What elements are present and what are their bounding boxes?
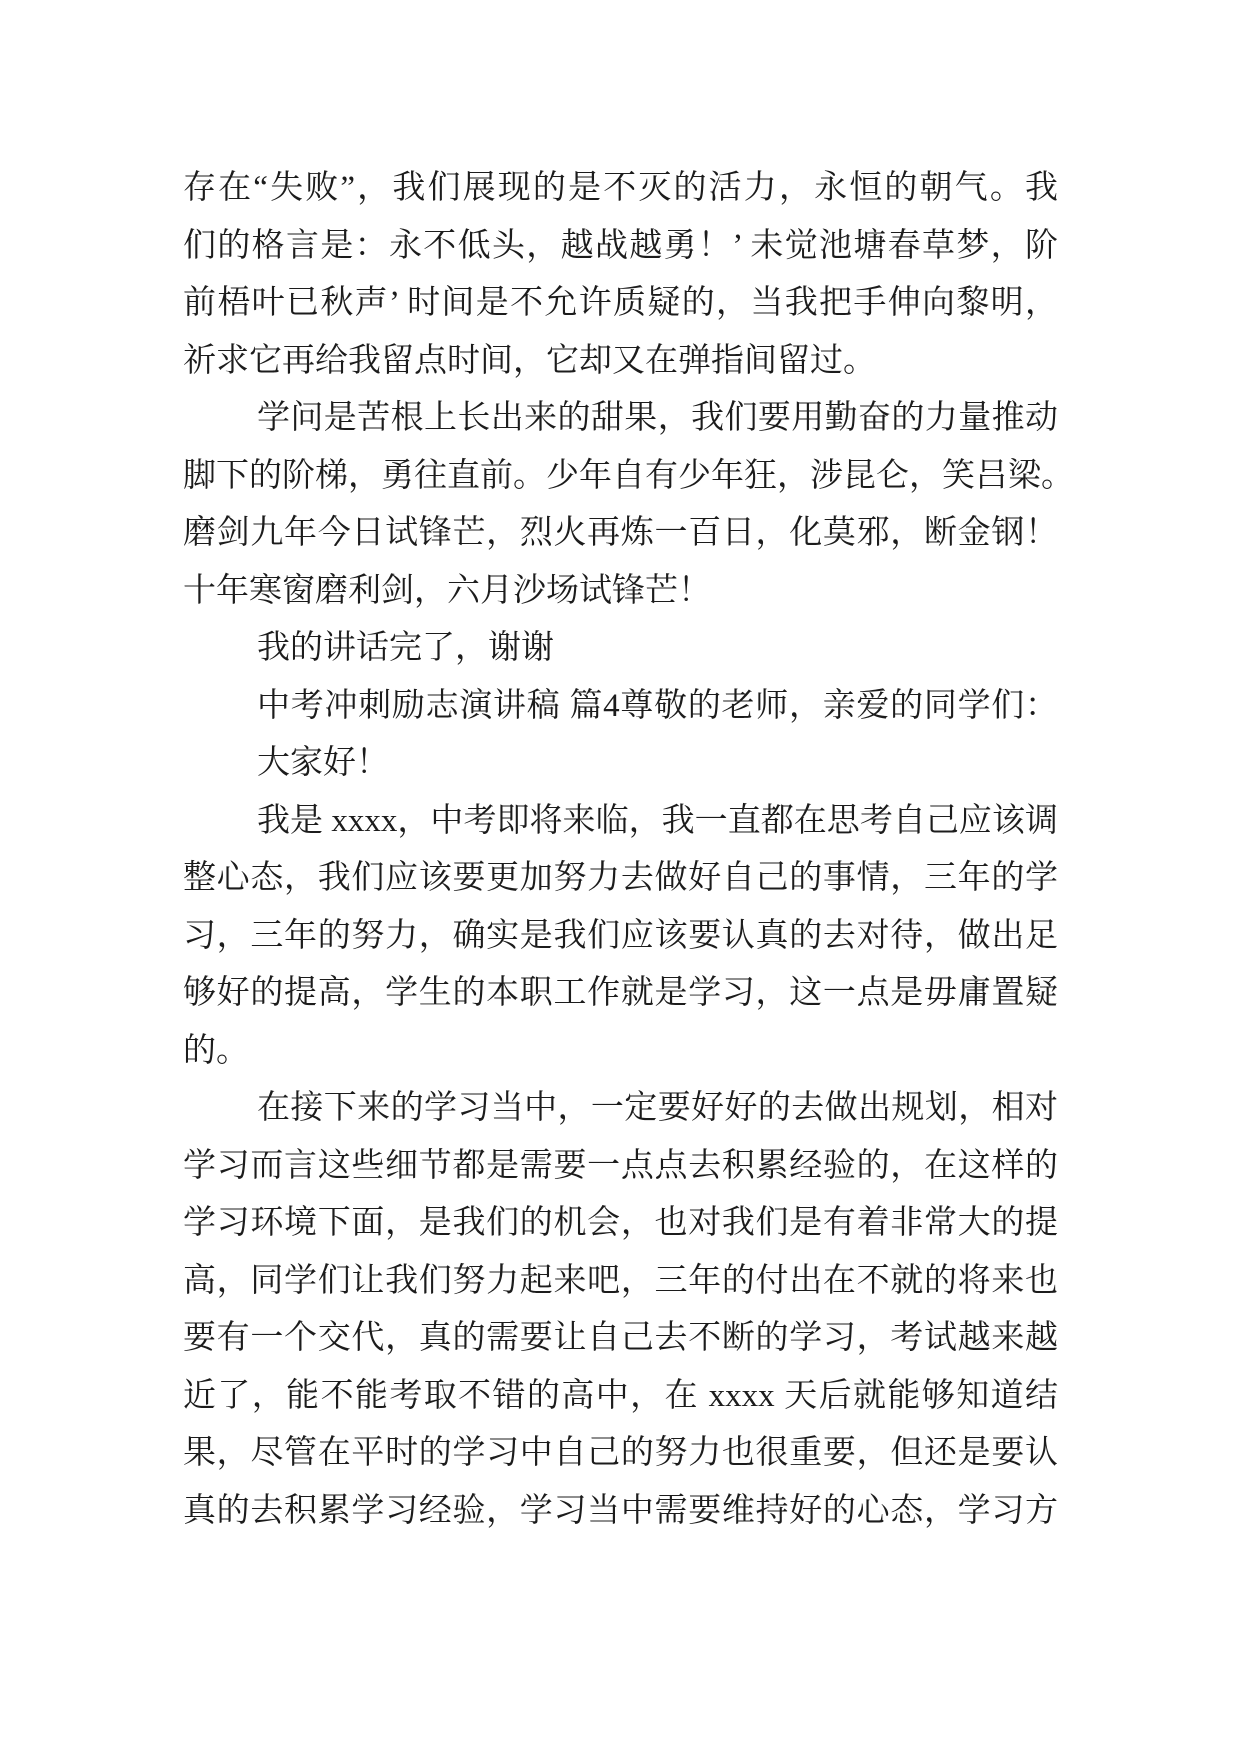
text-line: 前梧叶已秋声’ 时间是不允许质疑的，当我把手伸向黎明， xyxy=(183,285,1058,321)
text-line: 整心态，我们应该要更加努力去做好自己的事情，三年的学 xyxy=(183,860,1058,896)
text-line: 学问是苦根上长出来的甜果，我们要用勤奋的力量推动 xyxy=(257,400,1058,436)
text-line: 真的去积累学习经验，学习当中需要维持好的心态，学习方 xyxy=(183,1492,1058,1529)
text-line: 中考冲刺励志演讲稿 篇4尊敬的老师，亲爱的同学们： xyxy=(257,687,1058,724)
text-line: 大家好！ xyxy=(257,745,389,781)
paragraph xyxy=(183,620,1058,678)
document-body xyxy=(183,160,1074,1540)
text-line: 祈求它再给我留点时间，它却又在弹指间留过。 xyxy=(183,342,876,379)
text-line: 果，尽管在平时的学习中自己的努力也很重要，但还是要认 xyxy=(183,1435,1058,1471)
text-line: 磨剑九年今日试锋芒，烈火再炼一百日，化莫邪，断金钢！ xyxy=(183,515,1058,551)
text-line: 存在“失败”，我们展现的是不灭的活力，永恒的朝气。我 xyxy=(183,170,1058,206)
text-line: 的。 xyxy=(183,1032,249,1069)
text-line: 学习而言这些细节都是需要一点点去积累经验的，在这样的 xyxy=(183,1147,1058,1184)
text-line: 在接下来的学习当中，一定要好好的去做出规划，相对 xyxy=(257,1090,1058,1126)
text-line: 要有一个交代，真的需要让自己去不断的学习，考试越来越 xyxy=(183,1320,1058,1356)
paragraph xyxy=(183,390,1074,620)
text-line: 习，三年的努力，确实是我们应该要认真的去对待，做出足 xyxy=(183,917,1058,954)
paragraph xyxy=(183,678,1058,736)
text-line: 学习环境下面，是我们的机会，也对我们是有着非常大的提 xyxy=(183,1205,1058,1241)
text-line: 我是 xxxx，中考即将来临，我一直都在思考自己应该调 xyxy=(257,802,1058,839)
text-line: 我的讲话完了，谢谢 xyxy=(257,630,554,666)
text-line: 高，同学们让我们努力起来吧，三年的付出在不就的将来也 xyxy=(183,1262,1058,1299)
text-line: 近了，能不能考取不错的高中，在 xxxx 天后就能够知道结 xyxy=(183,1377,1058,1414)
paragraph xyxy=(183,1080,1058,1540)
text-line: 们的格言是：永不低头，越战越勇！’ 未觉池塘春草梦，阶 xyxy=(183,227,1058,264)
text-line: 脚下的阶梯，勇往直前。少年自有少年狂，涉昆仑，笑吕梁。 xyxy=(183,457,1074,494)
text-line: 十年寒窗磨利剑，六月沙场试锋芒！ xyxy=(183,572,711,609)
paragraph xyxy=(183,160,1058,390)
paragraph xyxy=(183,735,1058,793)
text-line: 够好的提高，学生的本职工作就是学习，这一点是毋庸置疑 xyxy=(183,975,1058,1011)
paragraph xyxy=(183,793,1058,1081)
